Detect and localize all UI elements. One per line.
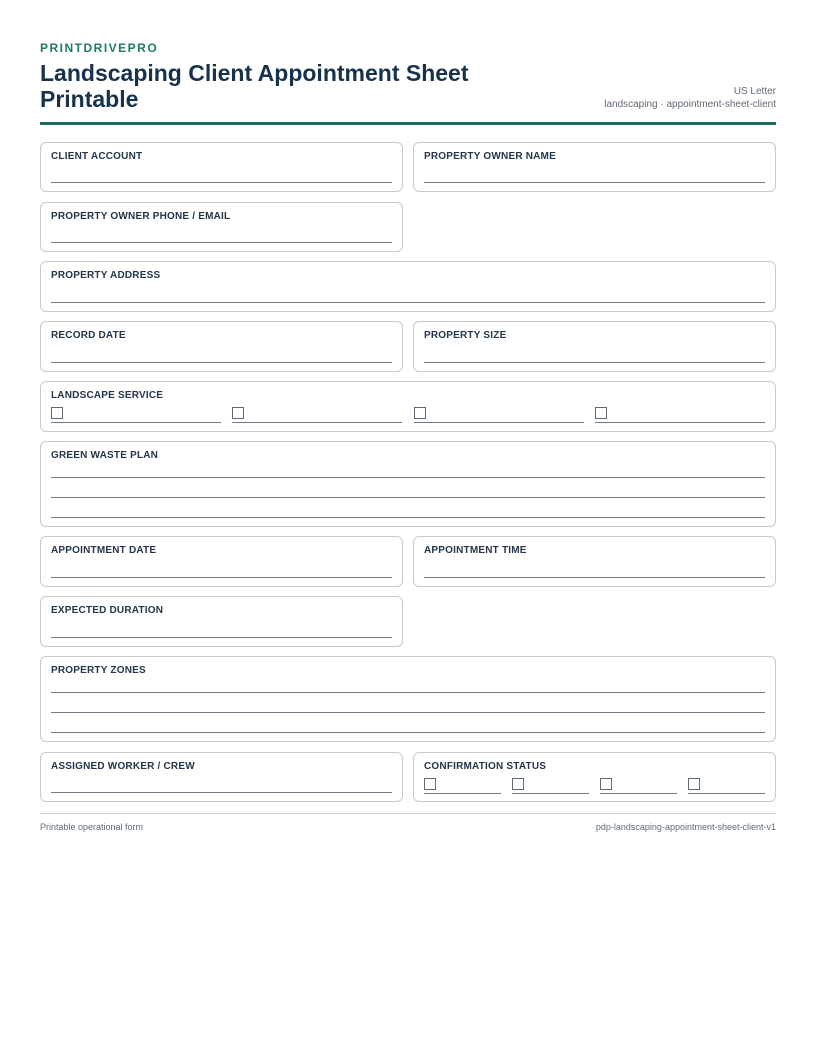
brand-name: PRINTDRIVEPRO: [40, 41, 159, 55]
checkbox[interactable]: [600, 778, 612, 790]
landscape-service-label: LANDSCAPE SERVICE: [51, 390, 164, 401]
header-divider: [40, 122, 776, 125]
green-waste-plan-label: GREEN WASTE PLAN: [51, 450, 159, 461]
property-owner-name-field: [413, 142, 776, 192]
appointment-time-field: [413, 536, 776, 587]
checkbox[interactable]: [424, 778, 436, 790]
assigned-worker-input-line[interactable]: [51, 792, 392, 793]
client-account-label: CLIENT ACCOUNT: [51, 151, 143, 162]
property-address-input-line[interactable]: [51, 302, 765, 303]
property-size-field: [413, 321, 776, 372]
checkbox[interactable]: [414, 407, 426, 419]
page-title: Landscaping Client Appointment Sheet Printable: [40, 60, 469, 112]
expected-duration-label: EXPECTED DURATION: [51, 605, 164, 616]
confirmation-status-option[interactable]: [512, 778, 589, 794]
appointment-date-label: APPOINTMENT DATE: [51, 545, 157, 556]
checkbox[interactable]: [512, 778, 524, 790]
footer-description: Printable operational form: [40, 822, 144, 832]
appointment-date-field: [40, 536, 403, 587]
footer-divider: [40, 813, 776, 814]
confirmation-status-option[interactable]: [600, 778, 677, 794]
property-address-field: [40, 261, 776, 312]
record-date-label: RECORD DATE: [51, 330, 126, 341]
client-account-input-line[interactable]: [51, 182, 392, 183]
green-waste-plan-input-line[interactable]: [51, 497, 765, 498]
record-date-input-line[interactable]: [51, 362, 392, 363]
property-size-label: PROPERTY SIZE: [424, 330, 507, 341]
assigned-worker-field: [40, 752, 403, 802]
footer-form-id: pdp-landscaping-appointment-sheet-client-v1: [595, 822, 776, 832]
property-owner-name-input-line[interactable]: [424, 182, 765, 183]
green-waste-plan-field: [40, 441, 776, 527]
landscape-service-option[interactable]: [51, 407, 221, 423]
landscape-service-option[interactable]: [595, 407, 765, 423]
appointment-time-input-line[interactable]: [424, 577, 765, 578]
document-tags: landscaping · appointment-sheet-client: [604, 99, 776, 110]
property-address-label: PROPERTY ADDRESS: [51, 270, 161, 281]
property-owner-contact-input-line[interactable]: [51, 242, 392, 243]
assigned-worker-label: ASSIGNED WORKER / CREW: [51, 761, 195, 772]
expected-duration-input-line[interactable]: [51, 637, 392, 638]
property-zones-input-line[interactable]: [51, 732, 765, 733]
property-size-input-line[interactable]: [424, 362, 765, 363]
green-waste-plan-input-line[interactable]: [51, 477, 765, 478]
property-zones-field: [40, 656, 776, 742]
landscape-service-field: [40, 381, 776, 432]
property-zones-input-line[interactable]: [51, 692, 765, 693]
client-account-field: [40, 142, 403, 192]
checkbox[interactable]: [232, 407, 244, 419]
landscape-service-option[interactable]: [414, 407, 584, 423]
appointment-date-input-line[interactable]: [51, 577, 392, 578]
property-owner-contact-field: [40, 202, 403, 252]
confirmation-status-option[interactable]: [688, 778, 765, 794]
checkbox[interactable]: [51, 407, 63, 419]
property-owner-contact-label: PROPERTY OWNER PHONE / EMAIL: [51, 211, 231, 222]
confirmation-status-field: [413, 752, 776, 802]
checkbox[interactable]: [688, 778, 700, 790]
record-date-field: [40, 321, 403, 372]
confirmation-status-option[interactable]: [424, 778, 501, 794]
confirmation-status-label: CONFIRMATION STATUS: [424, 761, 547, 772]
property-owner-name-label: PROPERTY OWNER NAME: [424, 151, 556, 162]
paper-size: US Letter: [733, 86, 776, 97]
appointment-time-label: APPOINTMENT TIME: [424, 545, 527, 556]
document-meta: [604, 85, 776, 111]
green-waste-plan-input-line[interactable]: [51, 517, 765, 518]
expected-duration-field: [40, 596, 403, 647]
property-zones-label: PROPERTY ZONES: [51, 665, 146, 676]
landscape-service-option[interactable]: [232, 407, 402, 423]
checkbox[interactable]: [595, 407, 607, 419]
property-zones-input-line[interactable]: [51, 712, 765, 713]
